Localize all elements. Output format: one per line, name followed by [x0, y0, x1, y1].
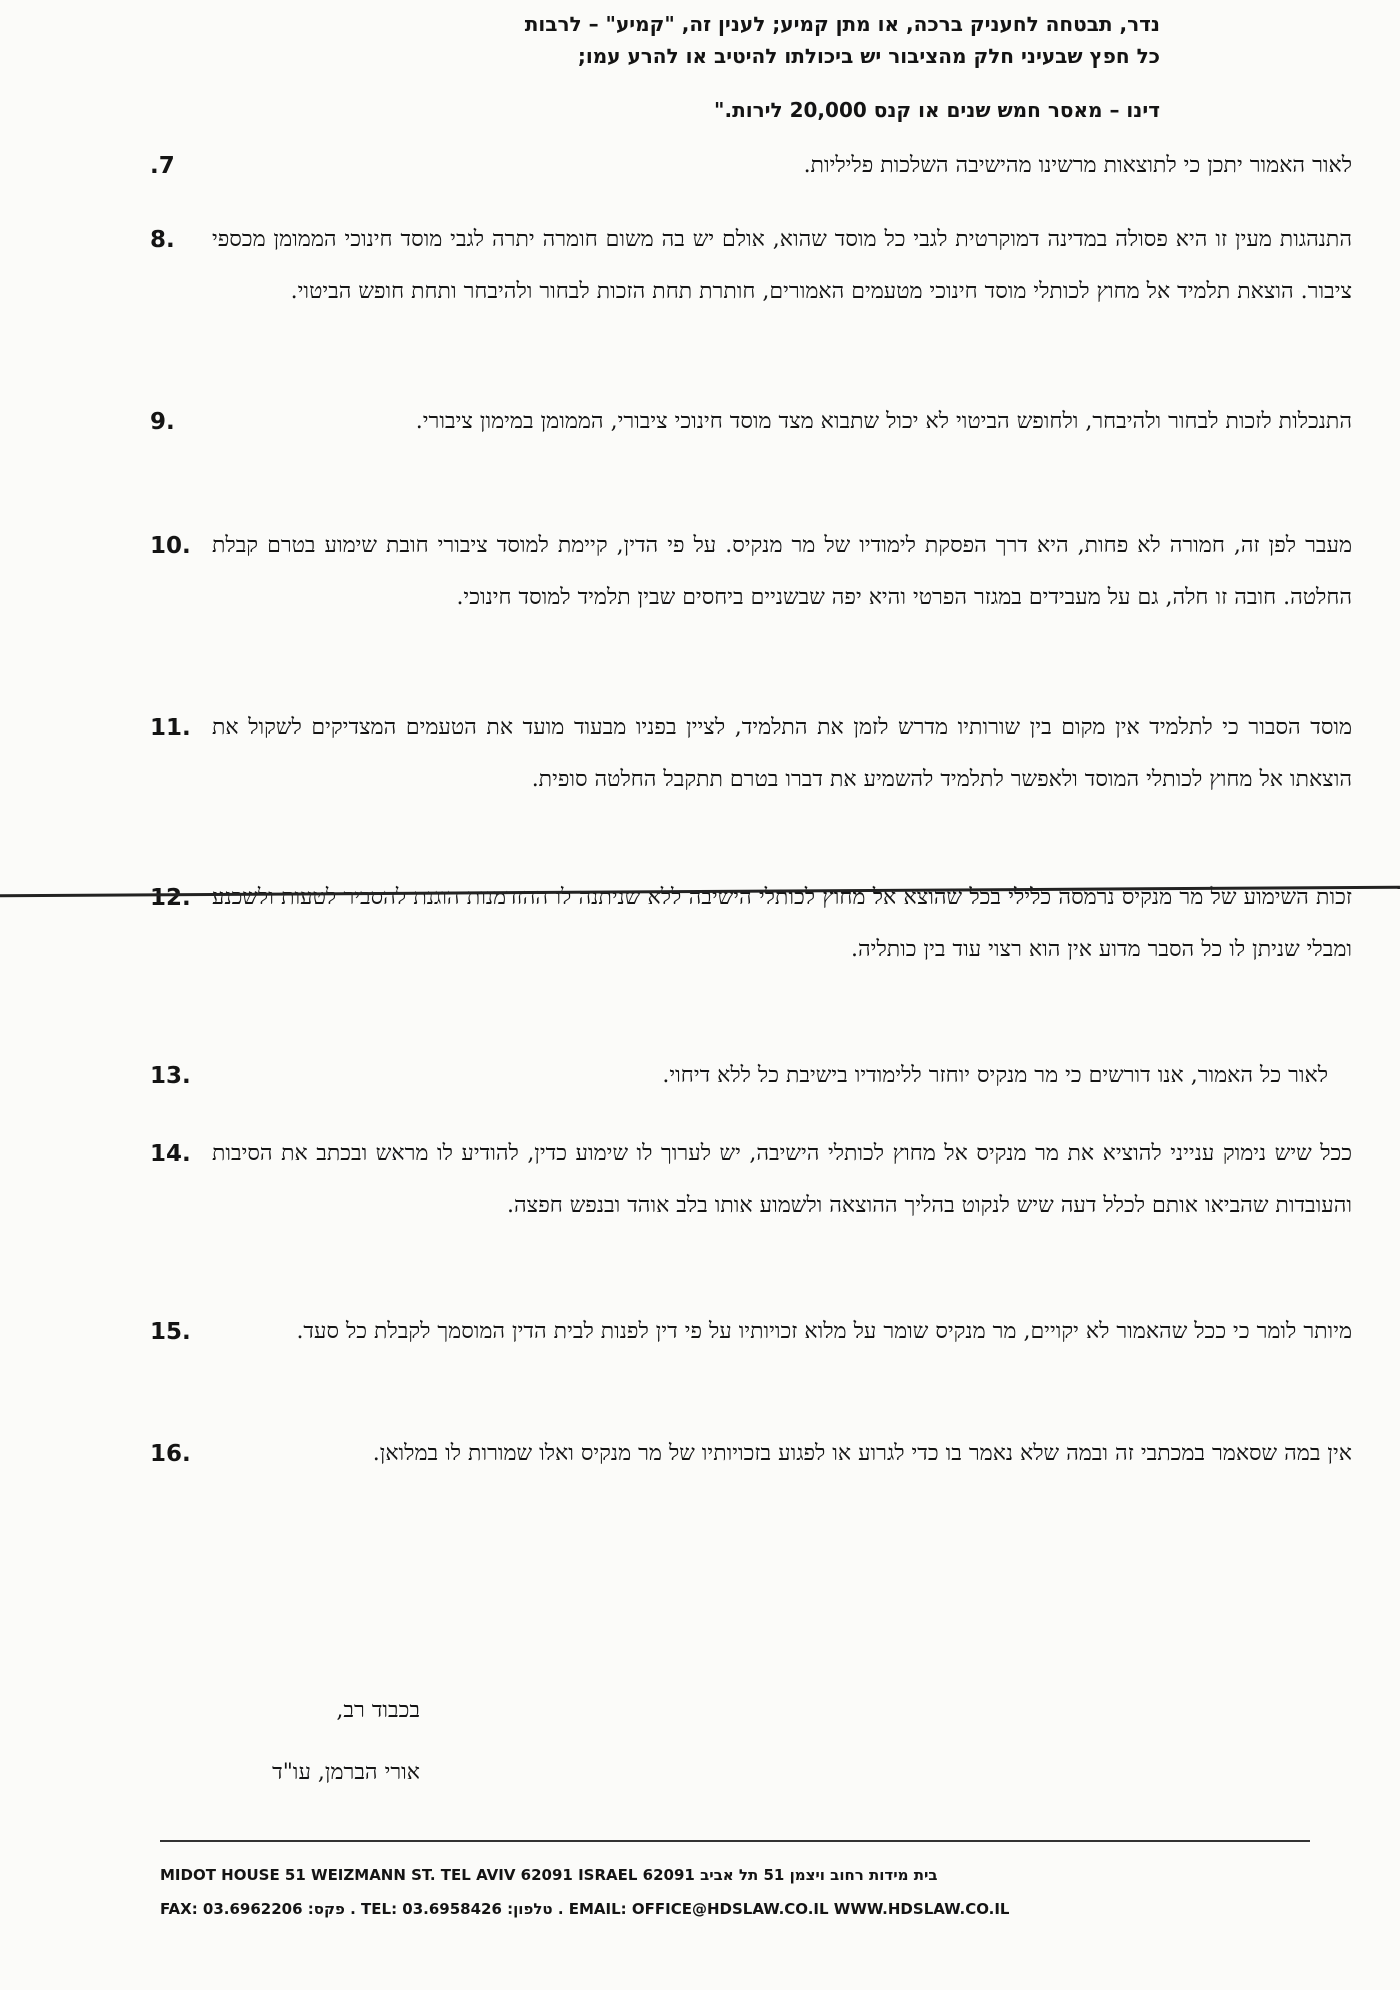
- paragraph-11: [150, 702, 1370, 806]
- quoted-statute: [200, 8, 1160, 126]
- paragraph-8: [150, 214, 1370, 318]
- paragraph-10: [150, 520, 1370, 624]
- footer-address: MIDOT HOUSE 51 WEIZMANN ST. TEL AVIV 62091 ISRAEL 62091 בית מידות רחוב ויצמן 51 תל אביב: [160, 1866, 938, 1884]
- paragraph-text: מוסד הסבור כי לתלמיד אין מקום בין שורותיו מדרש לזמן את התלמיד, לציין בפניו מבעוד מועד את הטעמים המצדיקים לשקול את הוצאתו אל מחוץ לכותלי המוסד ולאפשר לתלמיד להשמיע את דברו בטרם תתקבל החלטה סופית.: [212, 715, 1352, 792]
- regards-text: בכבוד רב,: [336, 1698, 420, 1723]
- signer-name: אורי הברמן, עו"ד: [272, 1760, 420, 1785]
- paragraph-text: מעבר לפן זה, חמורה לא פחות, היא דרך הפסקת לימודיו של מר מנקיס. על פי הדין, קיימת למוסד ציבורי חובת שימוע בטרם קבלת החלטה. חובה זו חלה, גם על מעבידים במגזר הפרטי והיא יפה שבשניים ביחסים שבין תלמיד למוסד חינוכי.: [212, 533, 1352, 610]
- paragraph-text: זכות השימוע של מר מנקיס נרמסה כלילי בכל שהוצא אל מחוץ לכותלי הישיבה ללא שניתנה לו ההזדמנות הוגנת להסביר לטעות ולשכנע ומבלי שניתן לו כל הסבר מדוע אין הוא רצוי עוד בין כותליה.: [212, 885, 1352, 962]
- letterhead-footer: [160, 1858, 1310, 1926]
- paragraph-number: .14: [150, 1141, 191, 1167]
- paragraph-number: .10: [150, 533, 191, 559]
- paragraph-text: התנהגות מעין זו היא פסולה במדינה דמוקרטית לגבי כל מוסד שהוא, אולם יש בה משום חומרה יתרה לגבי מוסד חינוכי הממומן מכספי ציבור. הוצאת תלמיד אל מחוץ לכותלי מוסד חינוכי מטעמים האמורים, חותרת תחת הזכות לבחור ולהיבחר ותחת חופש הביטוי.: [212, 227, 1352, 304]
- paragraph-number: .12: [150, 885, 191, 911]
- paragraph-16: [150, 1428, 1370, 1480]
- paragraph-text: אין במה שסאמר במכתבי זה ובמה שלא נאמר בו כדי לגרוע או לפגוע בזכויותיו של מר מנקיס ואלו שמורות לו במלואן.: [372, 1441, 1352, 1466]
- paragraph-number: .16: [150, 1441, 191, 1467]
- paragraph-number: .8: [150, 227, 175, 253]
- quote-line: נדר, תבטחה לחעניק ברכה, או מתן קמיע; לענין זה, "קמיע" – לרבות: [524, 12, 1160, 36]
- quote-line: כל חפץ שבעיני חלק מהציבור יש ביכולתו להיטיב או להרע עמו;: [577, 44, 1160, 68]
- paragraph-7: [150, 140, 1370, 192]
- paragraph-number: .11: [150, 715, 191, 741]
- paragraph-number: .13: [150, 1063, 191, 1089]
- paragraph-number: 7.: [150, 153, 175, 179]
- paragraph-13: [150, 1050, 1370, 1102]
- paragraph-14: [150, 1128, 1370, 1232]
- paragraph-text: ככל שיש נימוק ענייני להוציא את מר מנקיס אל מחוץ לכותלי הישיבה, יש לערוך לו שימוע כדין, להודיע לו מראש ובכתב את הסיבות והעובדות שהביאו אותם לכלל דעה שיש לנקוט בהליך ההוצאה ולשמוע אותו בלב אוהד ובנפש חפצה.: [212, 1141, 1352, 1218]
- paragraph-15: [150, 1306, 1370, 1358]
- paragraph-text: לאור האמור יתכן כי לתוצאות מרשינו מהישיבה השלכות פליליות.: [803, 153, 1352, 178]
- closing-signature: [180, 1680, 420, 1804]
- paragraph-text: לאור כל האמור, אנו דורשים כי מר מנקיס יוחזר ללימודיו בישיבת כל ללא דיחוי.: [662, 1063, 1328, 1088]
- paragraph-number: .15: [150, 1319, 191, 1345]
- paragraph-number: .9: [150, 409, 175, 435]
- paragraph-9: [150, 396, 1370, 448]
- paragraph-text: מיותר לומר כי ככל שהאמור לא יקויים, מר מנקיס שומר על מלוא זכויותיו על פי דין לפנות לבית הדין המוסמך לקבלת כל סעד.: [296, 1319, 1352, 1344]
- paragraph-text: התנכלות לזכות לבחור ולהיבחר, ולחופש הביטוי לא יכול שתבוא מצד מוסד חינוכי ציבורי, הממומן במימון ציבורי.: [415, 409, 1352, 434]
- footer-contact: FAX: 03.6962206 :פקס . TEL: 03.6958426 :טלפון . EMAIL: OFFICE@HDSLAW.CO.IL WWW.HDSLAW.CO.IL: [160, 1900, 1010, 1918]
- footer-divider: [160, 1840, 1310, 1842]
- quote-line: דינו – מאסר חמש שנים או קנס 20,000 לירות.": [714, 98, 1160, 122]
